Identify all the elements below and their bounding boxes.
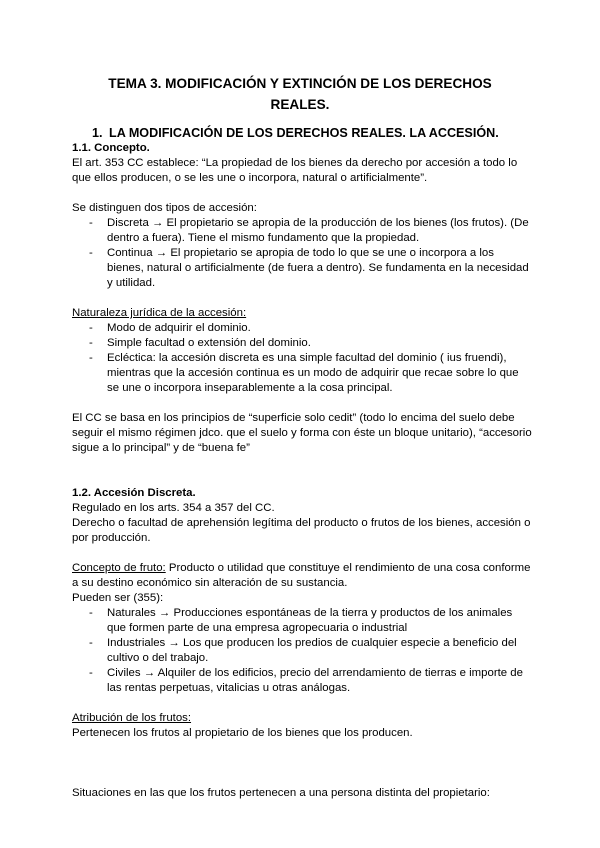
paragraph-art-353: El art. 353 CC establece: “La propiedad de los bienes da derecho por accesión a todo lo que ellos producen, o se les une o incorpora, natural o artificialmente”. bbox=[72, 157, 518, 184]
fruit-concept-label: Concepto de fruto: bbox=[72, 562, 166, 574]
section-heading-text: LA MODIFICACIÓN DE LOS DERECHOS REALES. LA ACCESIÓN. bbox=[109, 126, 499, 140]
list-item: - Simple facultad o extensión del dominio. bbox=[89, 337, 311, 349]
paragraph-fruit-concept bbox=[72, 561, 532, 591]
list-item: - Discreta → El propietario se apropia de la producción de los bienes (los frutos). (De dentro a fuera). Tiene el mismo fundamento que la propiedad. bbox=[89, 217, 529, 244]
document-body bbox=[72, 126, 532, 801]
list-legal-nature bbox=[72, 321, 532, 396]
list-item: - Ecléctica: la accesión discreta es una simple facultad del dominio ( ius fruendi), mientras que la accesión continua es un modo de adquirir que recae sobre lo que se une o incorpora inseparablemente a la cosa principal. bbox=[89, 352, 519, 394]
fruit-concept-text: Producto o utilidad que constituye el rendimiento de una cosa conforme a su destino económico sin alteración de su sustancia. bbox=[72, 562, 531, 589]
list-item: - Civiles → Alquiler de los edificios, precio del arrendamiento de tierras e importe de las rentas perpetuas, vitalicias u otras análogas. bbox=[89, 667, 523, 694]
paragraph-definition: Derecho o facultad de aprehensión legítima del producto o frutos de los bienes, accesión o por producción. bbox=[72, 517, 531, 544]
paragraph-principles: El CC se basa en los principios de “superficie solo cedit” (todo lo encima del suelo debe seguir el mismo régimen jdco. que el suelo y forma con éste un bloque unitario), “accesorio sigue a lo principal” y de “buena fe” bbox=[72, 412, 532, 454]
list-accession-types bbox=[72, 216, 532, 291]
subsection-heading-concepto: 1.1. Concepto. bbox=[72, 142, 150, 154]
heading-atribucion-frutos: Atribución de los frutos: bbox=[72, 712, 192, 724]
section-heading bbox=[92, 126, 532, 141]
paragraph-can-be: Pueden ser (355): bbox=[72, 592, 164, 604]
list-item: - Naturales → Producciones espontáneas de la tierra y productos de los animales que formen parte de una empresa agropecuaria o industrial bbox=[89, 607, 513, 634]
subsection-heading-accesion-discreta: 1.2. Accesión Discreta. bbox=[72, 487, 196, 499]
paragraph-situations: Situaciones en las que los frutos pertenecen a una persona distinta del propietario: bbox=[72, 787, 490, 799]
list-fruit-types bbox=[72, 606, 532, 696]
list-item: - Continua → El propietario se apropia de todo lo que se une o incorpora a los bienes, natural o artificialmente (de fuera a dentro). Se fundamenta en la necesidad y utilidad. bbox=[89, 247, 529, 289]
list-item: - Industriales → Los que producen los predios de cualquier especie a beneficio del cultivo o del trabajo. bbox=[89, 637, 517, 664]
page-title: TEMA 3. MODIFICACIÓN Y EXTINCIÓN DE LOS DERECHOS REALES. bbox=[108, 76, 492, 112]
list-item: - Modo de adquirir el dominio. bbox=[89, 322, 251, 334]
paragraph-attribution: Pertenecen los frutos al propietario de los bienes que los producen. bbox=[72, 727, 413, 739]
heading-naturaleza-juridica: Naturaleza jurídica de la accesión: bbox=[72, 307, 247, 319]
section-number: 1. bbox=[92, 126, 103, 140]
paragraph-types-intro: Se distinguen dos tipos de accesión: bbox=[72, 202, 257, 214]
paragraph-regulated: Regulado en los arts. 354 a 357 del CC. bbox=[72, 502, 275, 514]
